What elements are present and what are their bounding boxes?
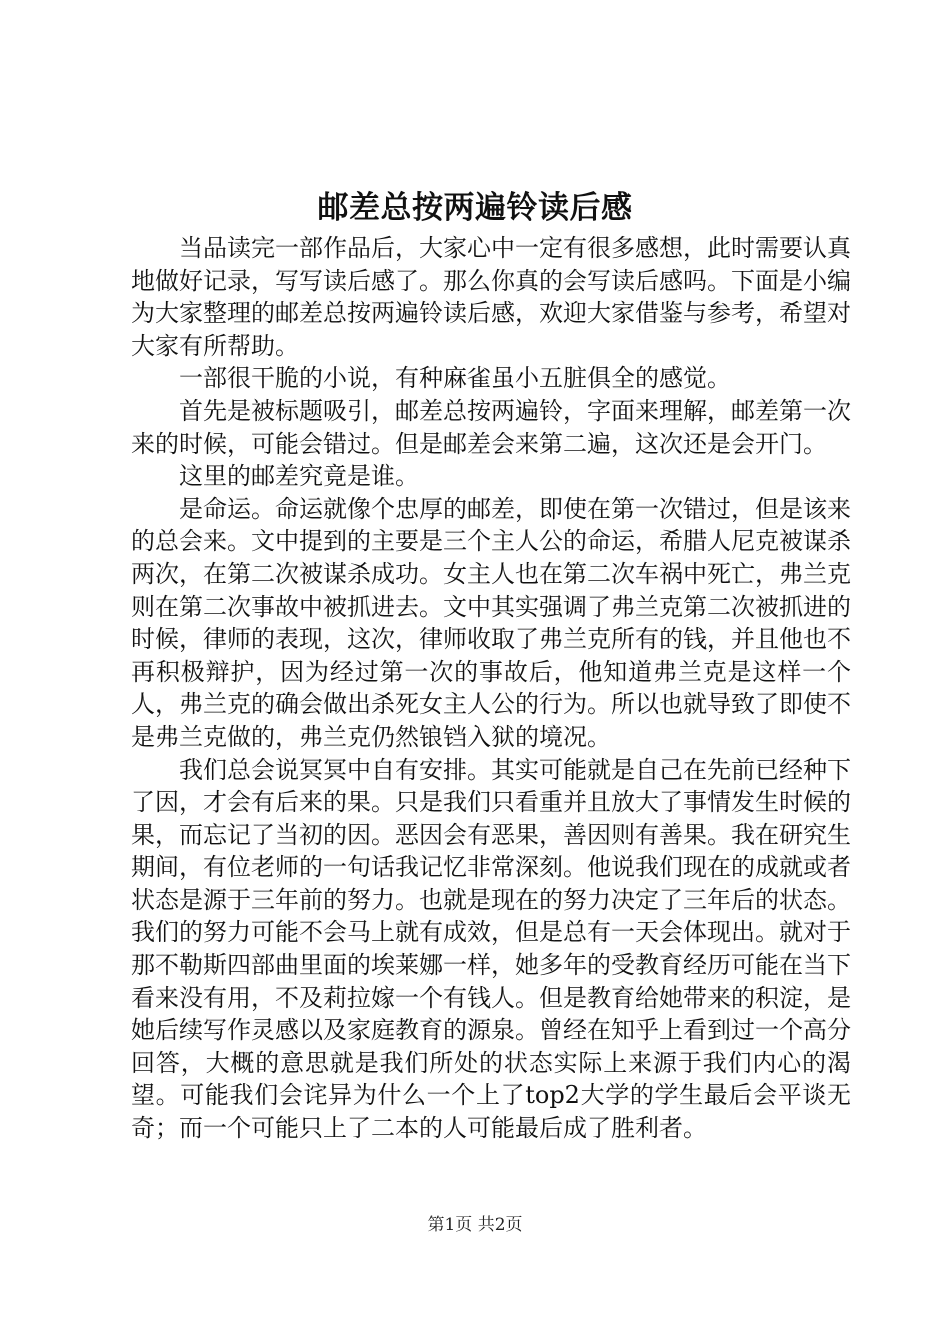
- document-body: [131, 232, 851, 1145]
- document-title: 邮差总按两遍铃读后感: [317, 190, 633, 226]
- paragraph-cause-effect: 我们总会说冥冥中自有安排。其实可能就是自己在先前已经种下了因，才会有后来的果。只是我们只看重并且放大了事情发生时候的果，而忘记了当初的因。恶因会有恶果，善因则有善果。我在研究生期间，有位老师的一句话我记忆非常深刻。他说我们现在的成就或者状态是源于三年前的努力。也就是现在的努力决定了三年后的状态。我们的努力可能不会马上就有成效，但是总有一天会体现出。就对于那不勒斯四部曲里面的埃莱娜一样，她多年的受教育经历可能在当下看来没有用，不及莉拉嫁一个有钱人。但是教育给她带来的积淀，是她后续写作灵感以及家庭教育的源泉。曾经在知乎上看到过一个高分回答，大概的意思就是我们所处的状态实际上来源于我们内心的渴望。可能我们会诧异为什么一个上了top2大学的学生最后会平谈无奇；而一个可能只上了二本的人可能最后成了胜利者。: [131, 755, 851, 1143]
- paragraph-title-meaning: 首先是被标题吸引，邮差总按两遍铃，字面来理解，邮差第一次来的时候，可能会错过。但是邮差会来第二遍，这次还是会开门。: [131, 396, 851, 458]
- paragraph-question: 这里的邮差究竟是谁。: [179, 462, 419, 491]
- paragraph-intro: 当品读完一部作品后，大家心中一定有很多感想，此时需要认真地做好记录，写写读后感了。那么你真的会写读后感吗。下面是小编为大家整理的邮差总按两遍铃读后感，欢迎大家借鉴与参考，希望对大家有所帮助。: [131, 234, 851, 360]
- paragraph-fate: 是命运。命运就像个忠厚的邮差，即使在第一次错过，但是该来的总会来。文中提到的主要是三个主人公的命运，希腊人尼克被谋杀两次，在第二次被谋杀成功。女主人也在第二次车祸中死亡，弗兰克则在第二次事故中被抓进去。文中其实强调了弗兰克第二次被抓进的时候，律师的表现，这次，律师收取了弗兰克所有的钱，并且他也不再积极辩护，因为经过第一次的事故后，他知道弗兰克是这样一个人，弗兰克的确会做出杀死女主人公的行为。所以也就导致了即使不是弗兰克做的，弗兰克仍然锒铛入狱的境况。: [131, 494, 851, 751]
- page-footer: 第1页 共2页: [427, 1215, 523, 1235]
- paragraph-impression: 一部很干脆的小说，有种麻雀虽小五脏俱全的感觉。: [179, 364, 731, 393]
